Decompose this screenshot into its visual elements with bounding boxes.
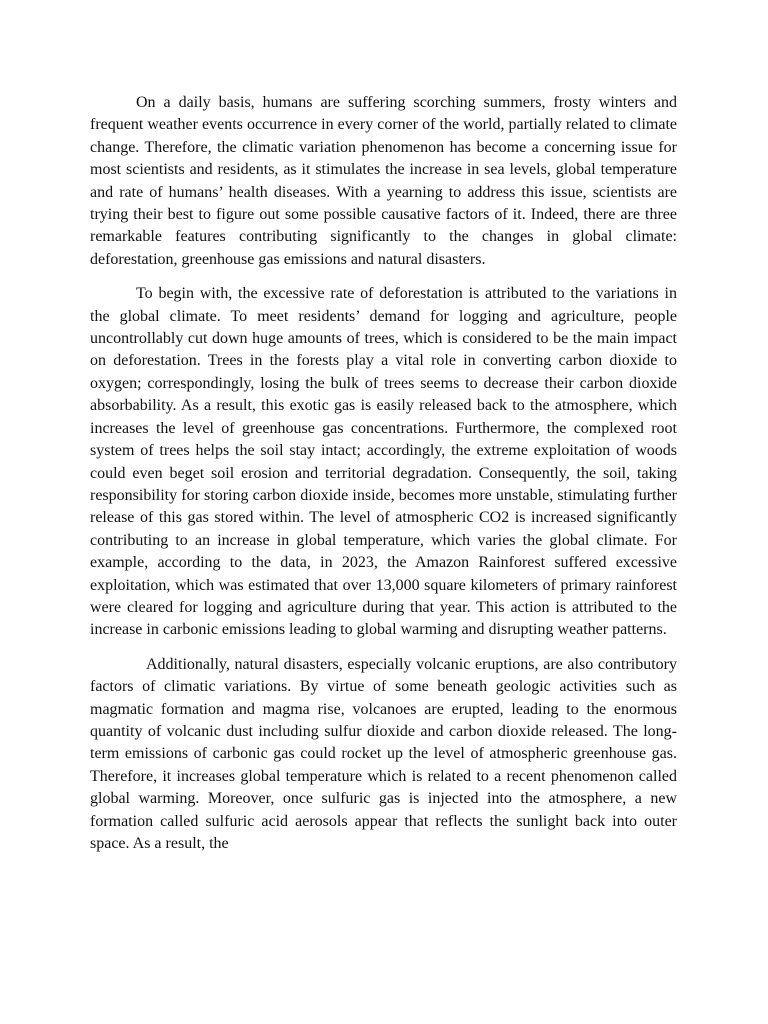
document-page [90, 92, 677, 867]
paragraph-natural-disasters: Additionally, natural disasters, especially volcanic eruptions, are also contributory factors of climatic variations. By virtue of some beneath geologic activities such as magmatic formation and magma rise, volcanoes are erupted, leading to the enormous quantity of volcanic dust including sulfur dioxide and carbon dioxide released. The long-term emissions of carbonic gas could rocket up the level of atmospheric greenhouse gas. Therefore, it increases global temperature which is related to a recent phenomenon called global warming. Moreover, once sulfuric gas is injected into the atmosphere, a new formation called sulfuric acid aerosols appear that reflects the sunlight back into outer space. As a result, the [90, 655, 677, 852]
paragraph-introduction: On a daily basis, humans are suffering scorching summers, frosty winters and frequent weather events occurrence in every corner of the world, partially related to climate change. Therefore, the climatic variation phenomenon has become a concerning issue for most scientists and residents, as it stimulates the increase in sea levels, global temperature and rate of humans’ health diseases. With a yearning to address this issue, scientists are trying their best to figure out some possible causative factors of it. Indeed, there are three remarkable features contributing significantly to the changes in global climate: deforestation, greenhouse gas emissions and natural disasters. [90, 94, 677, 268]
paragraph-deforestation: To begin with, the excessive rate of deforestation is attributed to the variations in the global climate. To meet residents’ demand for logging and agriculture, people uncontrollably cut down huge amounts of trees, which is considered to be the main impact on deforestation. Trees in the forests play a vital role in converting carbon dioxide to oxygen; correspondingly, losing the bulk of trees seems to decrease their carbon dioxide absorbability. As a result, this exotic gas is easily released back to the atmosphere, which increases the level of greenhouse gas concentrations. Furthermore, the complexed root system of trees helps the soil stay intact; accordingly, the extreme exploitation of woods could even beget soil erosion and territorial degradation. Consequently, the soil, taking responsibility for storing carbon dioxide inside, becomes more unstable, stimulating further release of this gas stored within. The level of atmospheric CO2 is increased significantly contributing to an increase in global temperature, which varies the global climate. For example, according to the data, in 2023, the Amazon Rainforest suffered excessive exploitation, which was estimated that over 13,000 square kilometers of primary rainforest were cleared for logging and agriculture during that year. This action is attributed to the increase in carbonic emissions leading to global warming and disrupting weather patterns. [90, 285, 677, 639]
